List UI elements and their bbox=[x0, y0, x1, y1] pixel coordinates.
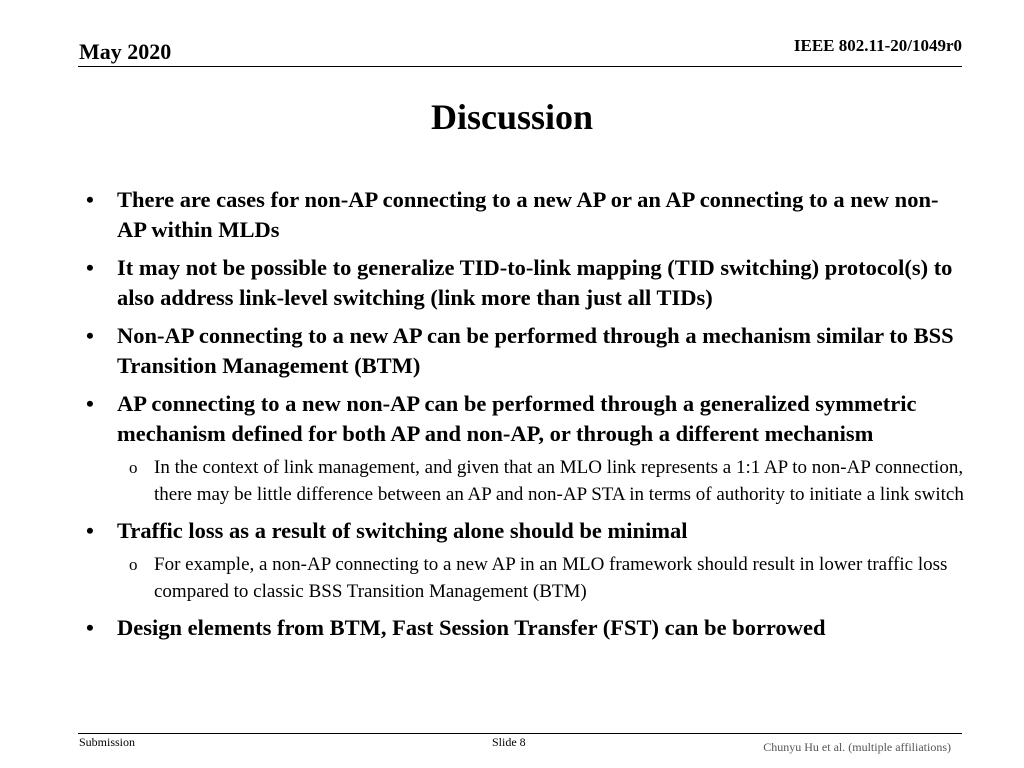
bullet-list bbox=[86, 185, 966, 651]
bullet-marker: • bbox=[86, 255, 94, 280]
bullet-2 bbox=[86, 253, 966, 313]
bullet-6 bbox=[86, 613, 966, 643]
bullet-marker: • bbox=[86, 615, 94, 640]
bullet-marker: • bbox=[86, 187, 94, 212]
sub-bullet-text: For example, a non-AP connecting to a new AP in an MLO framework should result in lower traffic loss compared to classic BSS Transition Management (BTM) bbox=[154, 554, 948, 602]
bullet-marker: • bbox=[86, 391, 94, 416]
header-doc-id: IEEE 802.11-20/1049r0 bbox=[793, 36, 962, 55]
bullet-text: Traffic loss as a result of switching alone should be minimal bbox=[117, 518, 688, 543]
sub-bullet-marker: o bbox=[129, 458, 138, 477]
bullet-1 bbox=[86, 185, 966, 245]
footer-authors: Chunyu Hu et al. (multiple affiliations) bbox=[763, 740, 951, 754]
slide-title: Discussion bbox=[430, 97, 594, 137]
bullet-text: There are cases for non-AP connecting to a new AP or an AP connecting to a new non-AP within MLDs bbox=[117, 187, 939, 242]
footer-slide-number: Slide 8 bbox=[492, 735, 526, 749]
footer-rule bbox=[78, 733, 962, 734]
sub-bullet-text: In the context of link management, and given that an MLO link represents a 1:1 AP to non-AP connection, there may be little difference between an AP and non-AP STA in terms of authority to initiate a link switch bbox=[154, 457, 964, 505]
bullet-marker: • bbox=[86, 323, 94, 348]
bullet-4 bbox=[86, 389, 966, 449]
bullet-marker: • bbox=[86, 518, 94, 543]
bullet-5 bbox=[86, 516, 966, 546]
footer-submission: Submission bbox=[79, 735, 136, 749]
sub-bullet-marker: o bbox=[129, 555, 138, 574]
bullet-text: Design elements from BTM, Fast Session Transfer (FST) can be borrowed bbox=[117, 615, 826, 640]
bullet-text: AP connecting to a new non-AP can be performed through a generalized symmetric mechanism defined for both AP and non-AP, or through a different mechanism bbox=[117, 391, 917, 446]
header-date: May 2020 bbox=[79, 39, 172, 64]
bullet-text: It may not be possible to generalize TID-to-link mapping (TID switching) protocol(s) to also address link-level switching (link more than just all TIDs) bbox=[117, 255, 953, 310]
bullet-text: Non-AP connecting to a new AP can be performed through a mechanism similar to BSS Transition Management (BTM) bbox=[117, 323, 954, 378]
sub-bullet-4-1 bbox=[86, 455, 966, 508]
header-rule bbox=[78, 66, 962, 67]
bullet-3 bbox=[86, 321, 966, 381]
sub-bullet-5-1 bbox=[86, 552, 966, 605]
